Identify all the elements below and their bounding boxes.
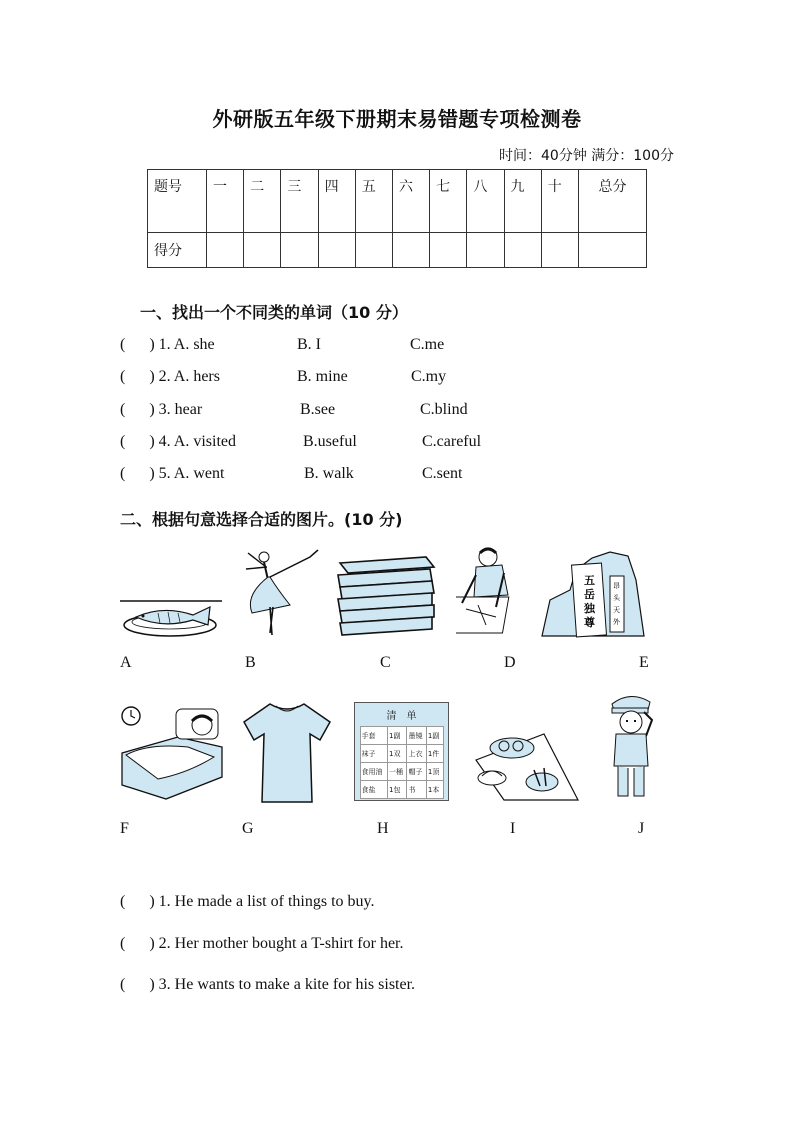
score-cell[interactable] xyxy=(579,233,647,268)
list-cell: 1顶 xyxy=(426,763,443,781)
score-col-10: 十 xyxy=(541,170,578,233)
side-char-3: 天 xyxy=(613,606,620,614)
score-col-1: 一 xyxy=(207,170,244,233)
pic-label-d: D xyxy=(504,654,516,671)
list-cell: 帽子 xyxy=(407,763,426,781)
books-stack-picture xyxy=(334,553,438,639)
pic-label-i: I xyxy=(510,820,516,837)
list-cell: 手套 xyxy=(360,727,387,745)
pic-label-a: A xyxy=(120,654,132,671)
s1-q3-c: C.blind xyxy=(420,401,468,418)
section2-heading: 二、根据句意选择合适的图片。(10 分) xyxy=(120,510,403,529)
police-officer-picture xyxy=(604,690,656,802)
pic-label-g: G xyxy=(242,820,254,837)
list-cell: 上衣 xyxy=(407,745,426,763)
list-cell: 1包 xyxy=(387,781,406,799)
score-col-5: 五 xyxy=(355,170,392,233)
score-cell[interactable] xyxy=(207,233,244,268)
score-col-2: 二 xyxy=(244,170,281,233)
sign-char-4: 尊 xyxy=(584,616,595,629)
t-shirt-picture xyxy=(242,700,332,805)
side-char-4: 外 xyxy=(613,618,620,626)
pic-label-f: F xyxy=(120,820,129,837)
score-cell[interactable] xyxy=(430,233,467,268)
s1-q4-c: C.careful xyxy=(422,433,482,450)
s1-q2-b: B. mine xyxy=(297,368,348,385)
score-row-label: 得分 xyxy=(148,233,207,268)
food-table-picture xyxy=(474,730,580,802)
pic-label-c: C xyxy=(380,654,391,671)
score-col-7: 七 xyxy=(430,170,467,233)
score-cell[interactable] xyxy=(467,233,504,268)
fish-picture xyxy=(118,595,224,640)
side-char-1: 昂 xyxy=(613,582,620,590)
score-cell[interactable] xyxy=(541,233,578,268)
shopping-list-picture xyxy=(354,702,449,801)
s1-q4-b: B.useful xyxy=(303,433,357,450)
s2-question-1: ( ) 1. He made a list of things to buy. xyxy=(120,893,375,910)
pic-label-e: E xyxy=(639,654,649,671)
sleeping-child-picture xyxy=(118,703,228,803)
score-cell[interactable] xyxy=(281,233,318,268)
score-table-header-label: 题号 xyxy=(148,170,207,233)
list-cell: 食盐 xyxy=(360,781,387,799)
s1-q5-b: B. walk xyxy=(304,465,354,482)
score-col-8: 八 xyxy=(467,170,504,233)
s1-q3-b: B.see xyxy=(300,401,336,418)
list-cell: 1副 xyxy=(426,727,443,745)
pic-label-h: H xyxy=(377,820,389,837)
sign-char-2: 岳 xyxy=(584,588,595,601)
side-char-2: 头 xyxy=(613,594,620,602)
mount-tai-stone-picture xyxy=(540,550,646,638)
ballet-dancer-picture xyxy=(240,545,322,640)
pic-label-j: J xyxy=(638,820,645,837)
list-cell: 一桶 xyxy=(387,763,406,781)
score-cell[interactable] xyxy=(244,233,281,268)
score-cell[interactable] xyxy=(355,233,392,268)
score-col-9: 九 xyxy=(504,170,541,233)
boy-crafting-picture xyxy=(456,545,522,637)
s1-q1-c: C.me xyxy=(410,336,445,353)
page-title: 外研版五年级下册期末易错题专项检测卷 xyxy=(212,107,582,131)
score-table xyxy=(147,169,647,268)
s1-q5-a: ( ) 5. A. went xyxy=(120,465,225,482)
s1-q1-b: B. I xyxy=(297,336,321,353)
list-cell: 袜子 xyxy=(360,745,387,763)
score-col-6: 六 xyxy=(392,170,429,233)
pic-label-b: B xyxy=(245,654,256,671)
s2-question-3: ( ) 3. He wants to make a kite for his sister. xyxy=(120,976,416,993)
time-score-info: 时间：40分钟 满分：100分 xyxy=(499,148,674,164)
s1-q1-a: ( ) 1. A. she xyxy=(120,336,215,353)
score-cell[interactable] xyxy=(392,233,429,268)
list-header: 清 单 xyxy=(386,711,417,722)
list-cell: 1副 xyxy=(387,727,406,745)
list-cell: 1件 xyxy=(426,745,443,763)
list-cell: 书 xyxy=(407,781,426,799)
list-cell: 1本 xyxy=(426,781,443,799)
score-cell[interactable] xyxy=(504,233,541,268)
list-cell: 1双 xyxy=(387,745,406,763)
score-col-4: 四 xyxy=(318,170,355,233)
sign-char-3: 独 xyxy=(584,602,595,615)
s1-q3-a: ( ) 3. hear xyxy=(120,401,203,418)
s1-q5-c: C.sent xyxy=(422,465,463,482)
s1-q2-a: ( ) 2. A. hers xyxy=(120,368,220,385)
section1-heading: 一、找出一个不同类的单词（10 分） xyxy=(140,303,408,322)
list-table xyxy=(360,726,444,799)
s1-q2-c: C.my xyxy=(411,368,447,385)
sign-char-1: 五 xyxy=(584,574,595,587)
s2-question-2: ( ) 2. Her mother bought a T-shirt for her. xyxy=(120,935,404,952)
s1-q4-a: ( ) 4. A. visited xyxy=(120,433,236,450)
list-cell: 食用油 xyxy=(360,763,387,781)
score-col-total: 总分 xyxy=(579,170,647,233)
score-col-3: 三 xyxy=(281,170,318,233)
score-cell[interactable] xyxy=(318,233,355,268)
list-cell: 墨镜 xyxy=(407,727,426,745)
